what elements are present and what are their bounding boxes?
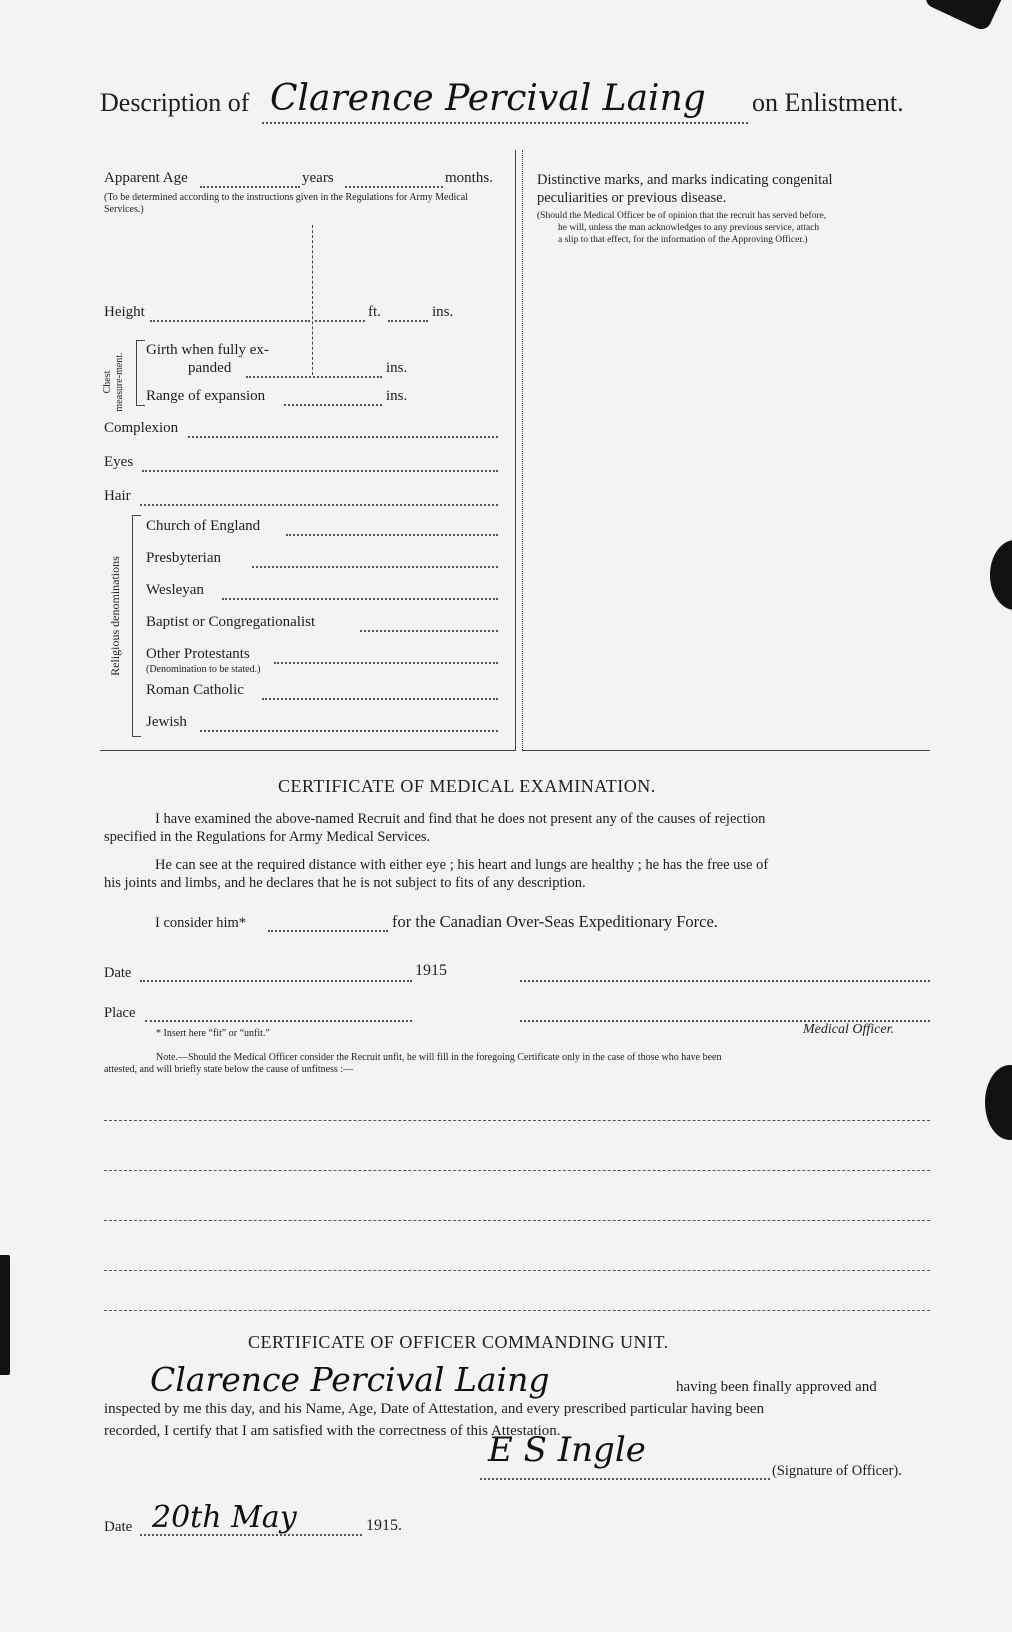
title-suffix: on Enlistment. xyxy=(752,88,904,117)
place-label: Place xyxy=(104,1005,136,1021)
officer-line1-suffix: having been finally approved and xyxy=(676,1379,877,1395)
range-label: Range of expansion xyxy=(146,388,266,404)
officer-signature-line xyxy=(480,1478,770,1480)
months-label: months. xyxy=(445,170,493,186)
officer-date-handwritten: 20th May xyxy=(152,1500,297,1535)
consider-suffix: for the Canadian Over-Seas Expeditionary Force. xyxy=(392,912,718,931)
right-bottom-line xyxy=(522,750,930,751)
girth-ins-label: ins. xyxy=(386,360,408,376)
ft-label: ft. xyxy=(368,304,381,320)
distinctive-marks-note-2: he will, unless the man acknowledges to any previous service, attach xyxy=(558,223,820,233)
religion-bracket xyxy=(132,515,141,737)
page-title xyxy=(100,88,249,118)
medical-year: 1915 xyxy=(415,962,447,979)
medical-signature-line xyxy=(520,980,930,982)
height-label: Height xyxy=(104,304,145,320)
form-divider xyxy=(515,150,516,750)
officer-recruit-name-handwritten: Clarence Percival Laing xyxy=(150,1360,550,1399)
officer-line2: inspected by me this day, and his Name, Age, Date of Attestation, and every prescribed particular having been xyxy=(104,1401,765,1417)
religion-line-5 xyxy=(274,662,498,664)
scan-mark-right-1 xyxy=(990,540,1012,610)
form-bottom-line xyxy=(100,750,516,751)
religion-presbyterian: Presbyterian xyxy=(146,550,221,566)
signature-of-officer-label: (Signature of Officer). xyxy=(772,1463,902,1479)
eyes-line xyxy=(142,470,498,472)
denomination-note: (Denomination to be stated.) xyxy=(146,664,261,675)
girth-label-1: Girth when fully ex- xyxy=(146,342,269,358)
right-border-line xyxy=(522,150,523,750)
medical-date-label: Date xyxy=(104,965,132,981)
medical-para2-line2: his joints and limbs, and he declares that he is not subject to fits of any description. xyxy=(104,875,586,891)
girth-label-2: panded xyxy=(188,360,232,376)
religion-wesleyan: Wesleyan xyxy=(146,582,204,598)
chest-label: Chest measure-ment. xyxy=(102,352,125,412)
chest-bracket xyxy=(136,340,145,406)
medical-para1-line1: I have examined the above-named Recruit and find that he does not present any of the causes of rejection xyxy=(155,811,766,827)
range-ins-label: ins. xyxy=(386,388,408,404)
distinctive-marks-heading-1: Distinctive marks, and marks indicating congenital xyxy=(537,172,833,188)
medical-para1-line2: specified in the Regulations for Army Medical Services. xyxy=(104,829,431,845)
height-line xyxy=(150,320,310,322)
unfit-note-2: attested, and will briefly state below the cause of unfitness :— xyxy=(104,1064,354,1075)
scan-mark-left xyxy=(0,1255,10,1375)
distinctive-marks-note-1: (Should the Medical Officer be of opinion that the recruit has served before, xyxy=(537,211,827,221)
officer-date-line xyxy=(140,1534,362,1536)
height-ins-line xyxy=(388,320,428,322)
religion-line-2 xyxy=(252,566,498,568)
unfit-line-4 xyxy=(104,1270,930,1271)
age-months-line xyxy=(345,186,443,188)
apparent-age-label: Apparent Age xyxy=(104,170,188,186)
title-prefix: Description of xyxy=(100,88,250,117)
medical-certificate-title: CERTIFICATE OF MEDICAL EXAMINATION. xyxy=(278,776,656,796)
unfit-line-5 xyxy=(104,1310,930,1311)
unfit-line-2 xyxy=(104,1170,930,1171)
years-label: years xyxy=(302,170,334,186)
officer-signature-handwritten: E S Ingle xyxy=(488,1430,646,1470)
scan-mark-top-right xyxy=(923,0,1008,32)
officer-year: 1915. xyxy=(366,1517,402,1534)
medical-date-line xyxy=(140,980,412,982)
scan-mark-right-2 xyxy=(985,1065,1012,1140)
religion-roman-catholic: Roman Catholic xyxy=(146,682,244,698)
religion-line-6 xyxy=(262,698,498,700)
distinctive-marks-heading-2: peculiarities or previous disease. xyxy=(537,190,727,206)
unfit-line-3 xyxy=(104,1220,930,1221)
religion-jewish: Jewish xyxy=(146,714,187,730)
girth-line xyxy=(246,376,382,378)
place-line xyxy=(145,1020,412,1022)
complexion-label: Complexion xyxy=(104,420,179,436)
religion-other-protestants: Other Protestants xyxy=(146,646,250,662)
height-ft-line xyxy=(315,320,365,322)
eyes-label: Eyes xyxy=(104,454,134,470)
religion-baptist: Baptist or Congregationalist xyxy=(146,614,316,630)
religion-line-3 xyxy=(222,598,498,600)
religion-line-4 xyxy=(360,630,498,632)
consider-line xyxy=(268,930,388,932)
medical-para2-line1: He can see at the required distance with either eye ; his heart and lungs are healthy ; he has the free use of xyxy=(155,857,769,873)
range-line xyxy=(284,404,382,406)
hair-line xyxy=(140,504,498,506)
religion-line-7 xyxy=(200,730,498,732)
complexion-line xyxy=(188,436,498,438)
unfit-note-1: Note.—Should the Medical Officer consider the Recruit unfit, he will fill in the foregoing Certificate only in the case of those who have been xyxy=(156,1052,722,1063)
unfit-line-1 xyxy=(104,1120,930,1121)
religion-label: Religious denominations xyxy=(108,556,122,676)
religion-church-of-england: Church of England xyxy=(146,518,261,534)
medical-officer-label: Medical Officer. xyxy=(803,1022,894,1037)
officer-certificate-title: CERTIFICATE OF OFFICER COMMANDING UNIT. xyxy=(248,1332,669,1352)
height-column-line xyxy=(312,225,313,375)
ins-label: ins. xyxy=(432,304,454,320)
name-underline xyxy=(262,122,748,124)
distinctive-marks-note-3: a slip to that effect, for the information of the Approving Officer.) xyxy=(558,235,808,245)
officer-date-label: Date xyxy=(104,1519,133,1535)
age-note: (To be determined according to the instructions given in the Regulations for Army Medical Services.) xyxy=(104,192,468,215)
age-years-line xyxy=(200,186,300,188)
hair-label: Hair xyxy=(104,488,131,504)
recruit-name-handwritten: Clarence Percival Laing xyxy=(270,78,706,119)
officer-line3: recorded, I certify that I am satisfied with the correctness of this Attestation. xyxy=(104,1423,561,1439)
consider-prefix: I consider him* xyxy=(155,915,247,931)
insert-note: * Insert here “fit” or “unfit.” xyxy=(156,1028,270,1039)
religion-line-1 xyxy=(286,534,498,536)
